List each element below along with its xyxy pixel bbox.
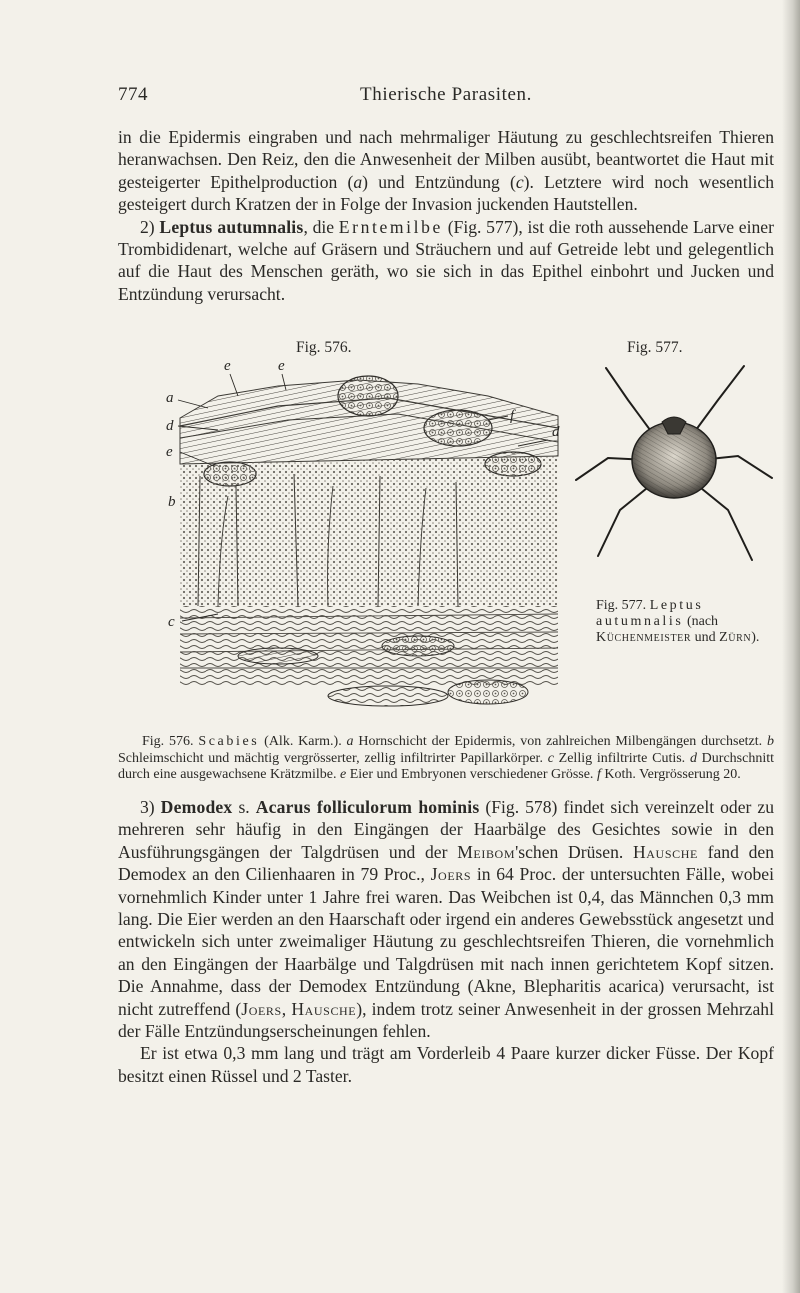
text-run: Eier und Embryonen verschiedener Grösse. [346,767,597,783]
text-run: 'schen Drüsen. [515,841,633,862]
figure-576-caption [118,734,774,784]
running-title: Thierische Parasiten. [360,84,532,105]
text-run: Hornschicht der Epidermis, von zahlreichen Milbengängen durchsetzt. [353,734,767,749]
paragraph-leptus [118,216,774,306]
fig576-letter-e: e [278,358,285,374]
fig576-letter-a: a [166,390,174,406]
label-e: e [339,767,347,783]
figure-577-caption [596,598,771,646]
text-run: in 64 Proc. der untersuchten Fälle, wobei vornehmlich Kinder unter 1 Jahre frei waren. Das Weibchen ist 0,4, das Männchen 0,3 mm lang. Die Eier werden an den Haarschaft oder irgend ein anderes Gewebsstück angesetzt und entwickeln sich unter zweimaliger Häutung zu geschlechtsreifen Thieren, die vornehmlich an den Eingängen der Haarbälge und Talgdrüsen mit nach innen gerichtetem Kopf sitzen. Die Annahme, dass der Demodex Entzündung (Akne, Blepharitis acarica) verursacht, ist nicht zutreffend ( [118,864,774,1019]
author-zuern: Zürn [719,630,752,645]
author-joers: Joers [241,998,282,1019]
text-run: in die Epidermis eingraben und nach mehrmaliger Häutung zu geschlechtsreifen Thieren heranwachsen. Den Reiz, den die Anwesenheit der Milben ausübt, beantwortet die Haut mit gesteigerter Epithelproduction ( [118,127,774,192]
author-kuechenmeister: Küchenmeister [596,630,692,645]
species-name-demodex: Demodex [160,797,233,817]
figure-576-label: Fig. 576. [296,339,352,356]
text-run: Zellig infiltrirte Cutis. [553,750,690,766]
cutis-layer [180,606,558,706]
papillary-layer [180,456,558,606]
fig576-letter-e: e [166,444,173,460]
text-run: Koth. Vergrösserung 20. [600,767,741,783]
paragraph-demodex-anatomy: Er ist etwa 0,3 mm lang und trägt am Vorderleib 4 Paare kurzer dicker Füsse. Der Kopf besitzt einen Rüssel und 2 Taster. [118,1043,774,1086]
label-a: a [346,734,354,749]
text-run: ) und Entzündung ( [362,171,516,192]
paragraph-scabies-continued [118,126,774,216]
species-name-leptus: Leptus autumnalis [596,598,704,629]
fig576-letter-c: c [168,614,175,630]
text-run: ), indem trotz seiner Anwesenheit in der grossen Mehrzahl der Fälle Entzündungserscheinungen fehlen. [118,998,774,1042]
text-run: , [281,998,292,1019]
caption-term-scabies: Scabies [198,734,260,749]
text-run: Schleimschicht und mächtig vergrösserter, zellig infiltrirter Papillarkörper. [118,750,548,766]
text-run: (Fig. 578) findet sich vereinzelt oder zu mehreren sehr häufig in den Eingängen der Haarbälge des Gesichtes sowie in den Ausführungsgängen der Talgdrüsen und der [118,797,774,862]
text-run: (nach [683,614,719,629]
figure-577-leptus-autumnalis [568,360,780,572]
label-d: d [689,750,697,766]
paragraph-demodex [118,796,774,1042]
label-b: b [767,734,774,749]
text-run: (Fig. 577), ist die roth aussehende Larve einer Trombididenart, welche auf Gräsern und Sträuchern und auf Getreide lebt und gelegentlich auf die Haut des Menschen geräth, wo sie sich in das Epithel einbohrt und Jucken und Entzündung verursacht. [118,216,774,304]
paragraph-demodex-section [118,796,774,1087]
page-number: 774 [118,84,148,105]
label-c: c [547,750,554,766]
text-run: (Alk. Karm.). [259,734,347,749]
paragraph-scabies [118,126,774,305]
author-hausche: Hausche [291,998,357,1019]
species-name-acarus: Acarus folliculorum hominis [255,797,480,817]
author-hausche: Hausche [632,841,698,862]
figure-576-scabies-skin-section [158,356,566,718]
mite-body [632,417,716,498]
text-run: s. [232,797,256,817]
fig576-letter-d: d [552,424,560,440]
text-run: ). Letztere wird noch wesentlich gesteigert durch Kratzen der in Folge der Invasion juckenden Hautstellen. [118,171,775,215]
scan-edge-shadow [782,0,800,1293]
label-f: f [596,767,601,783]
text-run: Fig. 576. [142,734,199,749]
label-a: a [353,171,363,192]
author-meibom: Meibom [457,841,516,862]
common-name-erntemilbe: Erntemilbe [338,216,443,237]
text-run: 2) [140,216,160,237]
text-run: und [691,630,720,645]
text-run: Fig. 577. [596,598,650,613]
text-run: 3) [140,797,161,817]
text-run: Durchschnitt durch eine ausgewachsene Krätzmilbe. [118,750,774,783]
label-c: c [515,171,524,192]
text-run: ). [751,630,760,645]
figure-576-caption-text [118,734,774,784]
fig576-letter-d: d [166,418,174,434]
fig576-letter-f: f [510,408,515,424]
fig576-letter-e: e [224,358,231,374]
text-run: , die [303,216,339,237]
figure-577-label: Fig. 577. [627,339,683,356]
page-header [118,84,774,110]
fig576-letter-b: b [168,494,176,510]
text-run: fand den Demodex an den Cilienhaaren in 79 Proc., [118,841,774,885]
species-name-leptus: Leptus autumnalis [159,216,304,237]
author-joers: Joers [430,864,472,885]
